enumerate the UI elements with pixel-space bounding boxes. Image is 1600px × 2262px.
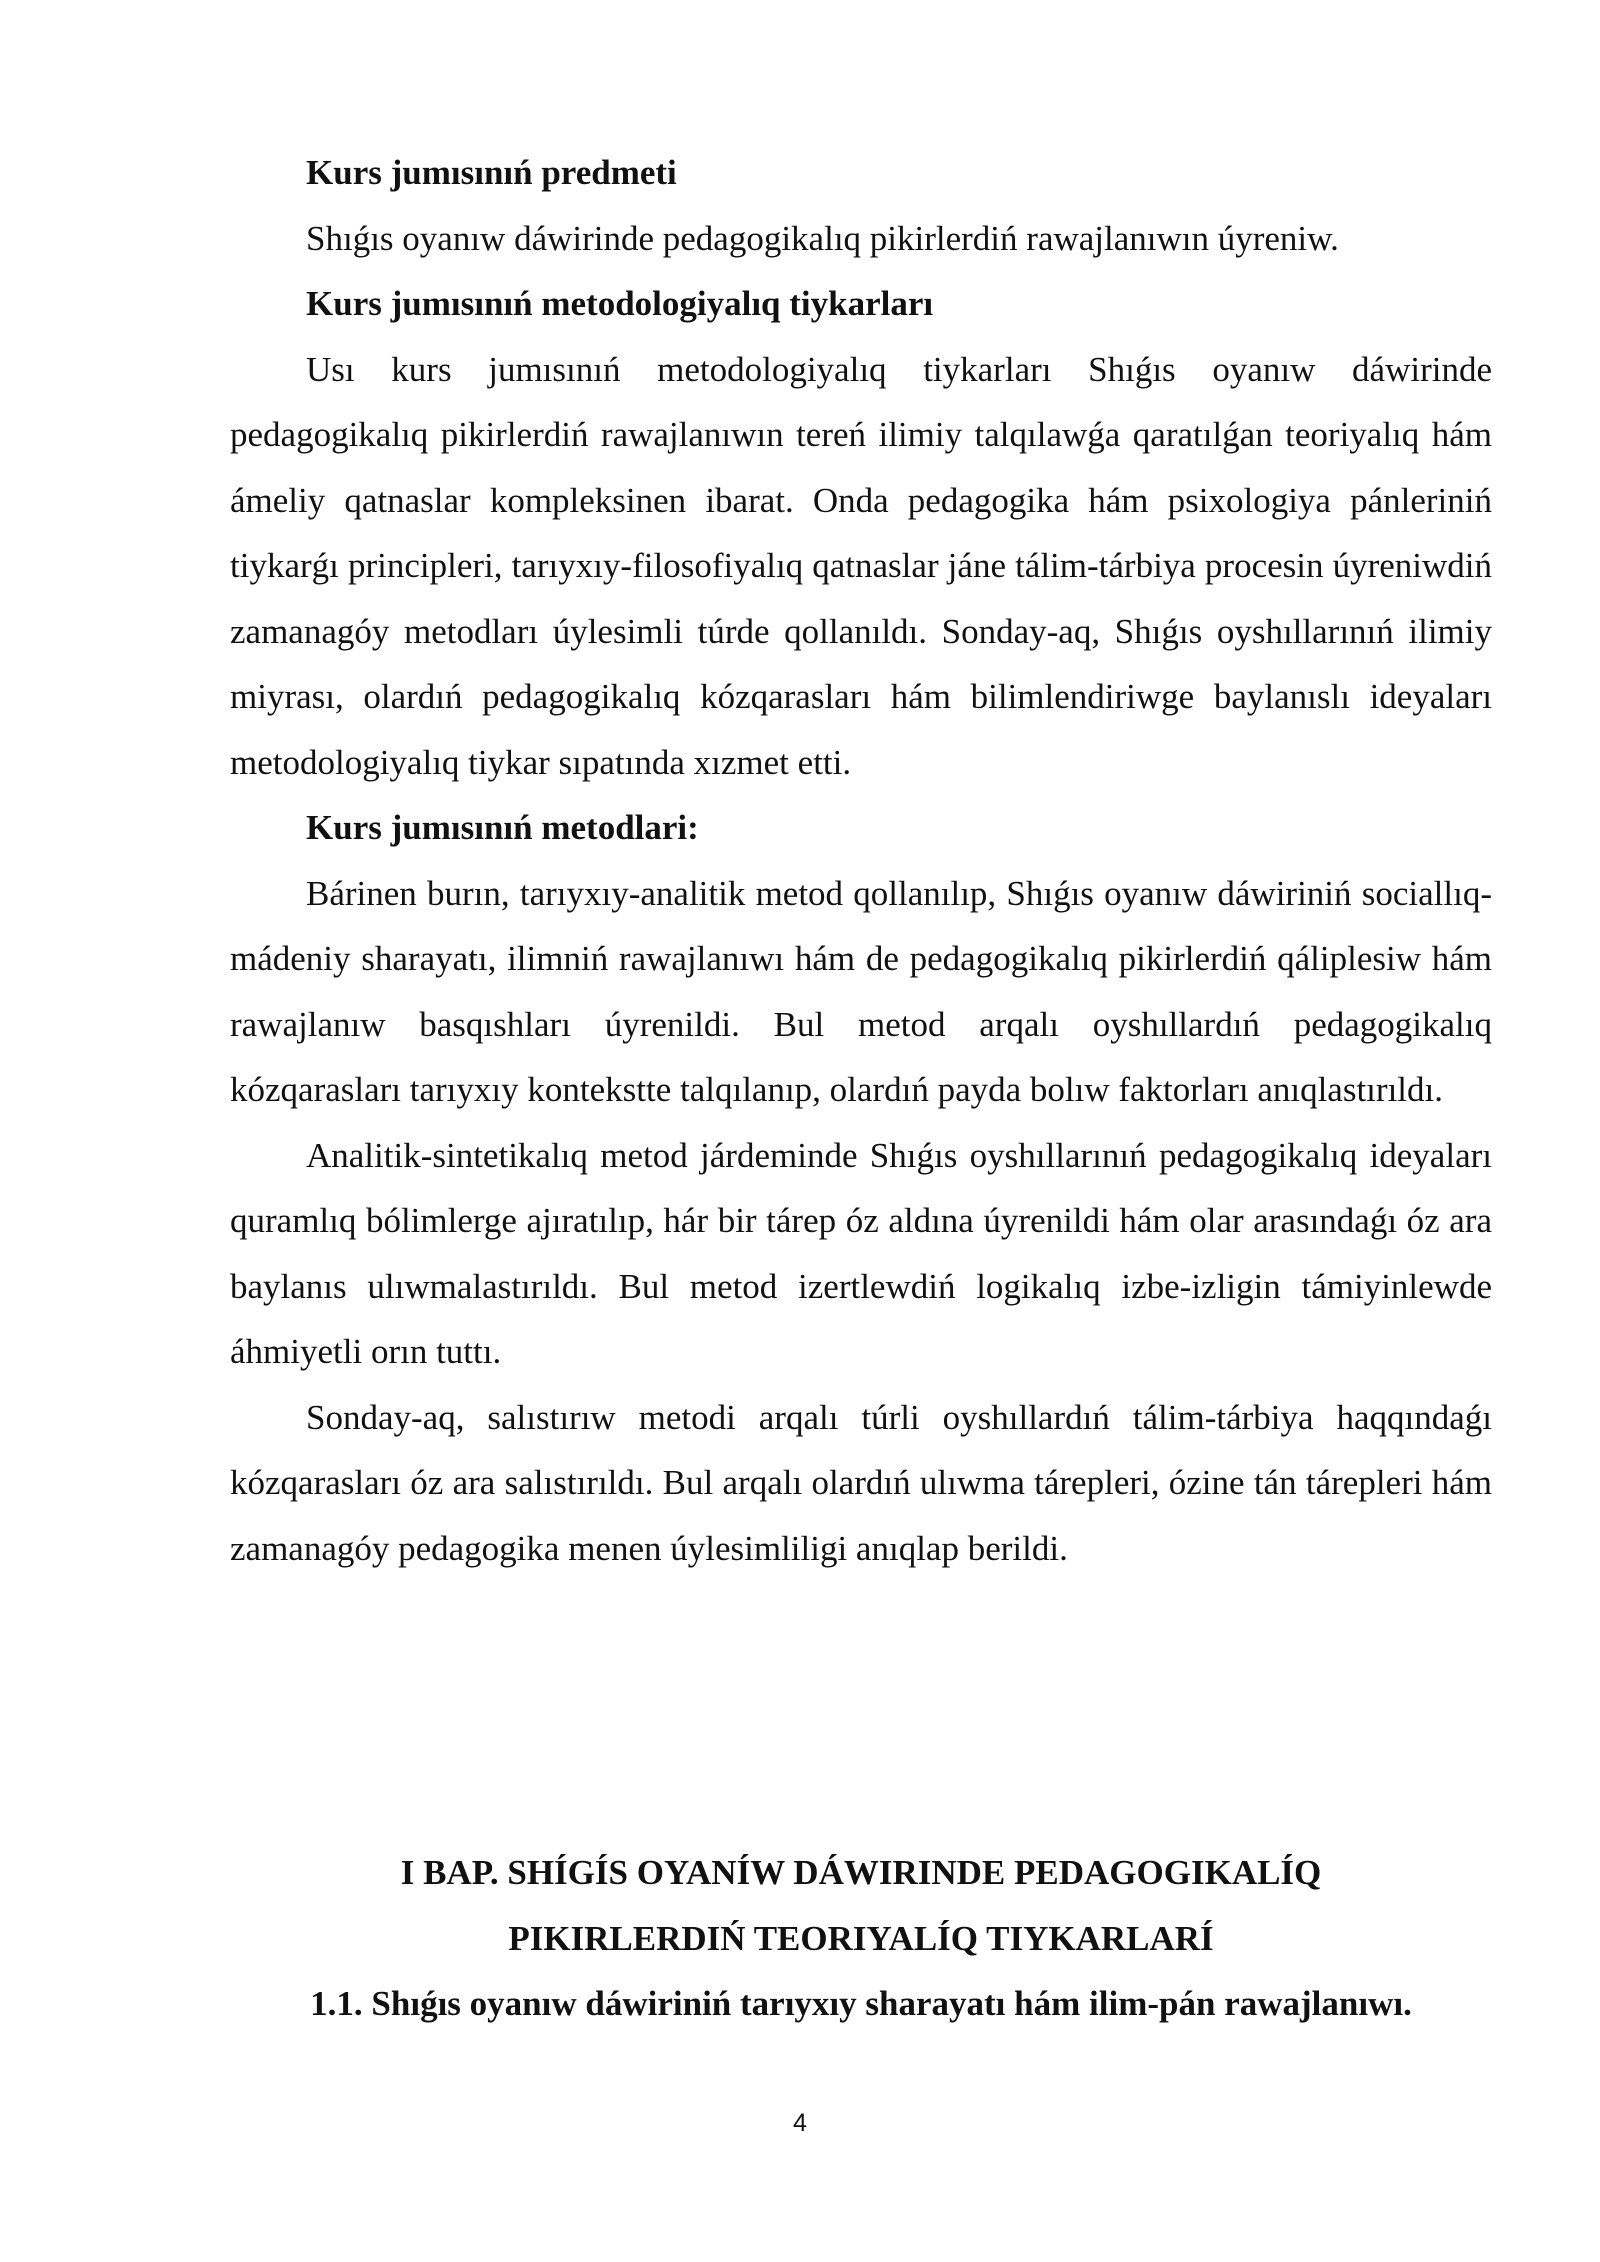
- paragraph-historical-analytic-method: Bárinen burın, tarıyxıy-analitik metod qollanılıp, Shıǵıs oyanıw dáwiriniń sociallıq-mádeniy sharayatı, ilimniń rawajlanıwı hám de pedagogikalıq pikirlerdiń qáliplesiw hám rawajlanıw basqıshları úyrenildi. Bul metod arqalı oyshıllardıń pedagogikalıq kózqarasları tarıyxıy kontekstte talqılanıp, olardıń payda bolıw faktorları anıqlastırıldı.: [230, 873, 1492, 1109]
- heading-course-subject: Kurs jumısınıń predmeti: [306, 153, 677, 192]
- paragraph-course-subject: Shıǵıs oyanıw dáwirinde pedagogikalıq pikirlerdiń rawajlanıwın úyreniw.: [306, 218, 1339, 258]
- document-body: [230, 140, 1492, 1581]
- paragraph-methodological-basis: Usı kurs jumısınıń metodologiyalıq tiykarları Shıǵıs oyanıw dáwirinde pedagogikalıq pikirlerdiń rawajlanıwın tereń ilimiy talqılawǵa qaratılǵan teoriyalıq hám ámeliy qatnaslar kompleksinen ibarat. Onda pedagogika hám psixologiya pánleriniń tiykarǵı principleri, tarıyxıy-filosofiyalıq qatnaslar jáne tálim-tárbiya procesin úyreniwdiń zamanagóy metodları úylesimli túrde qollanıldı. Sonday-aq, Shıǵıs oyshıllarınıń ilimiy miyrası, olardıń pedagogikalıq kózqarasları hám bilimlendiriwge baylanıslı ideyaları metodologiyalıq tiykar sıpatında xızmet etti.: [230, 349, 1492, 782]
- page-number: 4: [793, 2109, 807, 2137]
- chapter-title-line-2: PIKIRLERDIŃ TEORIYALÍQ TIYKARLARÍ: [508, 1918, 1214, 1958]
- heading-course-methods: Kurs jumısınıń metodlari:: [306, 808, 699, 847]
- section-title: 1.1. Shıǵıs oyanıw dáwiriniń tarıyxıy sharayatı hám ilim-pán rawajlanıwı.: [310, 1984, 1412, 2023]
- paragraph-analytic-synthetic-method: Analitik-sintetikalıq metod járdeminde Shıǵıs oyshıllarınıń pedagogikalıq ideyaları quramlıq bólimlerge ajıratılıp, hár bir tárep óz aldına úyrenildi hám olar arasındaǵı óz ara baylanıs ulıwmalastırıldı. Bul metod izertlewdiń logikalıq izbe-izligin támiyinlewde áhmiyetli orın tuttı.: [230, 1135, 1492, 1371]
- chapter-title: [230, 1840, 1492, 1971]
- chapter-title-line-1: I BAP. SHÍGÍS OYANÍW DÁWIRINDE PEDAGOGIKALÍQ: [400, 1853, 1322, 1892]
- heading-methodological-basis: Kurs jumısınıń metodologiyalıq tiykarları: [306, 284, 934, 323]
- paragraph-comparison-method: Sonday-aq, salıstırıw metodi arqalı túrli oyshıllardıń tálim-tárbiya haqqındaǵı kózqarasları óz ara salıstırıldı. Bul arqalı olardıń ulıwma tárepleri, ózine tán tárepleri hám zamanagóy pedagogika menen úylesimliligi anıqlap berildi.: [230, 1397, 1492, 1568]
